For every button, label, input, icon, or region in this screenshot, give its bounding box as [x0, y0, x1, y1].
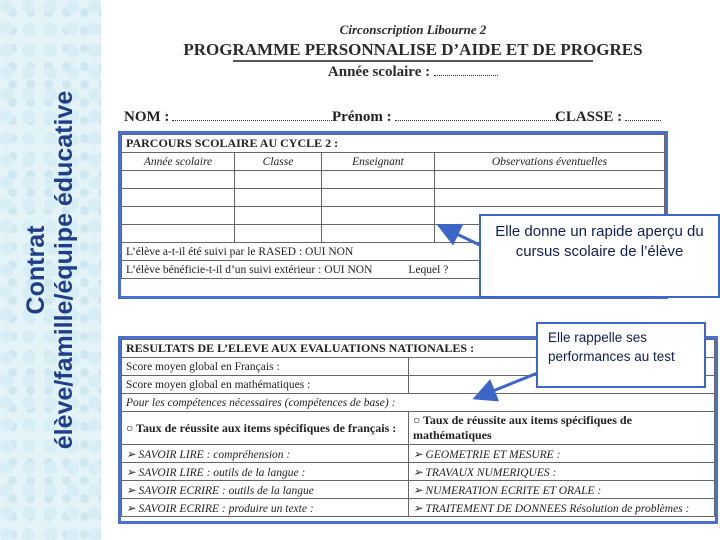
table-row [122, 463, 715, 481]
header-observations: Observations éventuelles [435, 153, 665, 171]
prenom-line [332, 108, 561, 126]
nom-label: NOM : [124, 109, 170, 125]
suivi-label: L’élève bénéficie-t-il d’un suivi extérieur : OUI NON [126, 263, 373, 276]
resultats-title: RESULTATS DE L’ELEVE AUX EVALUATIONS NATIONALES : [122, 340, 715, 358]
classe-label: CLASSE : [555, 109, 623, 125]
math-item-2: ➢ TRAVAUX NUMERIQUES : [409, 463, 715, 481]
classe-dots [625, 108, 661, 121]
score-math-label: Score moyen global en mathématiques : [122, 376, 409, 394]
fr-item-2: ➢ SAVOIR LIRE : outils de la langue : [122, 463, 409, 481]
taux-fr-label: ○ Taux de réussite aux items spécifiques de français : [122, 412, 409, 445]
annee-dots [434, 75, 498, 76]
sidebar-title-line2: élève/famille/équipe éducative [50, 90, 78, 450]
table-row [122, 189, 665, 207]
math-item-4: ➢ TRAITEMENT DE DONNEES Résolution de problèmes : [409, 499, 715, 517]
fr-item-4: ➢ SAVOIR ECRIRE : produire un texte : [122, 499, 409, 517]
callout-resultats: Elle rappelle ses performances au test [536, 322, 706, 388]
taux-math-label: ○ Taux de réussite aux items spécifiques de mathématiques [409, 412, 715, 445]
annee-label: Année scolaire : [327, 64, 431, 80]
parcours-title: PARCOURS SCOLAIRE AU CYCLE 2 : [122, 135, 665, 153]
table-row [122, 171, 665, 189]
competences-label: Pour les compétences nécessaires (compétences de base) : [122, 394, 715, 412]
header-classe: Classe [235, 153, 322, 171]
math-item-3: ➢ NUMERATION ECRITE ET ORALE : [409, 481, 715, 499]
prenom-dots [395, 108, 561, 121]
table-row [122, 481, 715, 499]
nom-line [124, 108, 332, 126]
circonscription-label: Circonscription Libourne 2 [339, 22, 487, 37]
callout-parcours: Elle donne un rapide aperçu du cursus scolaire de l’élève [479, 214, 720, 298]
sidebar-title [22, 91, 78, 450]
table-row [122, 499, 715, 517]
sidebar-banner [0, 0, 101, 540]
rased-line: L’élève a-t-il été suivi par le RASED : OUI NON [122, 243, 665, 261]
classe-line [555, 108, 661, 126]
header-annee: Année scolaire [122, 153, 235, 171]
fr-item-3: ➢ SAVOIR ECRIRE : outils de la langue [122, 481, 409, 499]
table-row [122, 445, 715, 463]
score-fr-label: Score moyen global en Français : [122, 358, 409, 376]
math-item-1: ➢ GEOMETRIE ET MESURE : [409, 445, 715, 463]
prenom-label: Prénom : [332, 109, 392, 125]
document-title: PROGRAMME PERSONNALISE D’AIDE ET DE PROGRES [106, 40, 720, 62]
fr-item-1: ➢ SAVOIR LIRE : compréhension : [122, 445, 409, 463]
nom-dots [172, 108, 332, 121]
header-enseignant: Enseignant [322, 153, 435, 171]
sidebar-title-line1: Contrat [22, 225, 50, 315]
annee-scolaire-line [106, 64, 720, 81]
lequel-label: Lequel ? [408, 263, 449, 276]
